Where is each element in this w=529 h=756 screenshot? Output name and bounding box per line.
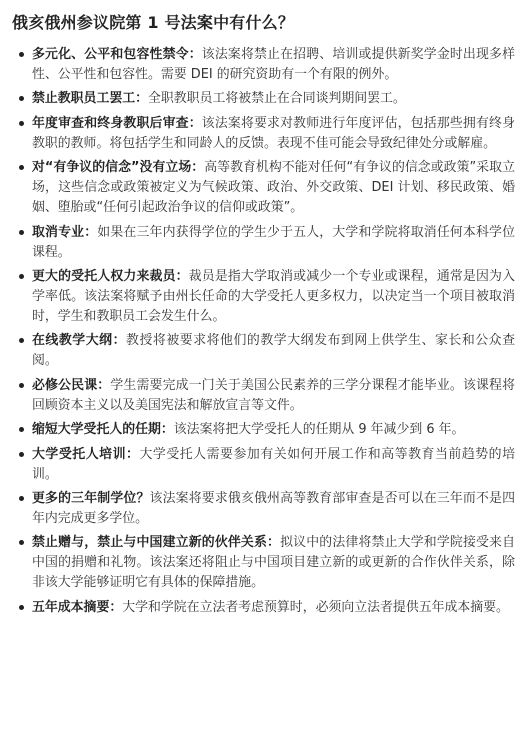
provision-online-syllabus: [32, 331, 515, 371]
provision-annual-review: [32, 114, 515, 154]
provision-trustee-training: [32, 445, 515, 485]
provision-description: 该法案将把大学受托人的任期从 9 年减少到 6 年。: [173, 422, 465, 438]
provision-description: 该法案将要求俄亥俄州高等教育部审查是否可以在三年而不是四年内完成更多学位。: [32, 491, 516, 526]
provision-description: 大学和学院在立法者考虑预算时，必须向立法者提供五年成本摘要。: [122, 599, 509, 615]
provision-term: 大学受托人培训：: [32, 446, 140, 462]
provision-description: 全职教职员工将被禁止在合同谈判期间罢工。: [148, 91, 406, 107]
provision-term: 缩短大学受托人的任期：: [32, 422, 174, 438]
provision-description: 拟议中的法律将禁止大学和学院接受来自中国的捐赠和礼物。该法案还将阻止与中国项目建立新的或更新的合作伙伴关系，除非该大学能够证明它有具体的保障措施。: [32, 535, 516, 591]
provision-description: 学生需要完成一门关于美国公民素养的三学分课程才能毕业。该课程将回顾资本主义以及美国宪法和解放宣言等文件。: [32, 377, 516, 413]
article-title: 俄亥俄州参议院第 1 号法案中有什么？: [12, 13, 295, 32]
provision-term: 更多的三年制学位？: [32, 491, 150, 507]
provision-description: 如果在三年内获得学位的学生少于五人，大学和学院将取消任何本科学位课程。: [32, 224, 516, 260]
provision-term: 在线教学大纲：: [32, 333, 127, 349]
provision-description: 大学受托人需要参加有关如何开展工作和高等教育当前趋势的培训。: [32, 446, 515, 482]
provision-term: 禁止教职员工罢工：: [32, 91, 149, 107]
provision-dei-ban: [32, 45, 515, 85]
provision-description: 教授将被要求将他们的教学大纲发布到网上供学生、家长和公众查阅。: [32, 333, 516, 369]
provision-cost-summary: [32, 598, 515, 618]
provision-cancel-majors: [32, 223, 515, 263]
provision-list: [12, 45, 515, 618]
provision-term: 五年成本摘要：: [32, 599, 123, 615]
provision-three-year-degrees: [32, 489, 515, 529]
provision-controversial-beliefs: [32, 158, 515, 218]
provision-description: 裁员是指大学取消或减少一个专业或课程，通常是因为入学率低。该法案将赋予由州长任命的大学受托人更多权力，以决定当一个项目被取消时，学生和教职员工会发生什么。: [32, 269, 515, 324]
provision-term: 更大的受托人权力来裁员：: [32, 269, 189, 285]
provision-term: 年度审查和终身教职后审查：: [32, 115, 202, 131]
provision-china-gifts-ban: [32, 533, 515, 593]
provision-trustee-terms: [32, 420, 515, 440]
provision-description: 该法案将要求对教师进行年度评估，包括那些拥有终身教职的教师。将包括学生和同龄人的反馈。表现不佳可能会导致纪律处分或解雇。: [32, 115, 516, 151]
provision-strike-ban: [32, 89, 515, 109]
provision-description: 高等教育机构不能对任何“有争议的信念或政策”采取立场，这些信念或政策被定义为气候政策、政治、外交政策、DEI 计划、移民政策、婚姻、堕胎或“任何引起政治争议的信仰或政策”。: [32, 160, 516, 216]
provision-trustee-retrenchment: [32, 267, 515, 327]
provision-term: 禁止赠与，禁止与中国建立新的伙伴关系：: [32, 535, 281, 551]
provision-term: 必修公民课：: [32, 377, 111, 393]
provision-term: 多元化、公平和包容性禁令：: [32, 47, 202, 62]
provision-term: 对“有争议的信念”没有立场：: [32, 160, 205, 176]
provision-description: 该法案将禁止在招聘、培训或提供新奖学金时出现多样性、公平性和包容性。需要 DEI 的研究资助有一个有限的例外。: [32, 47, 516, 82]
provision-term: 取消专业：: [32, 224, 98, 240]
provision-civics-course: [32, 376, 515, 416]
